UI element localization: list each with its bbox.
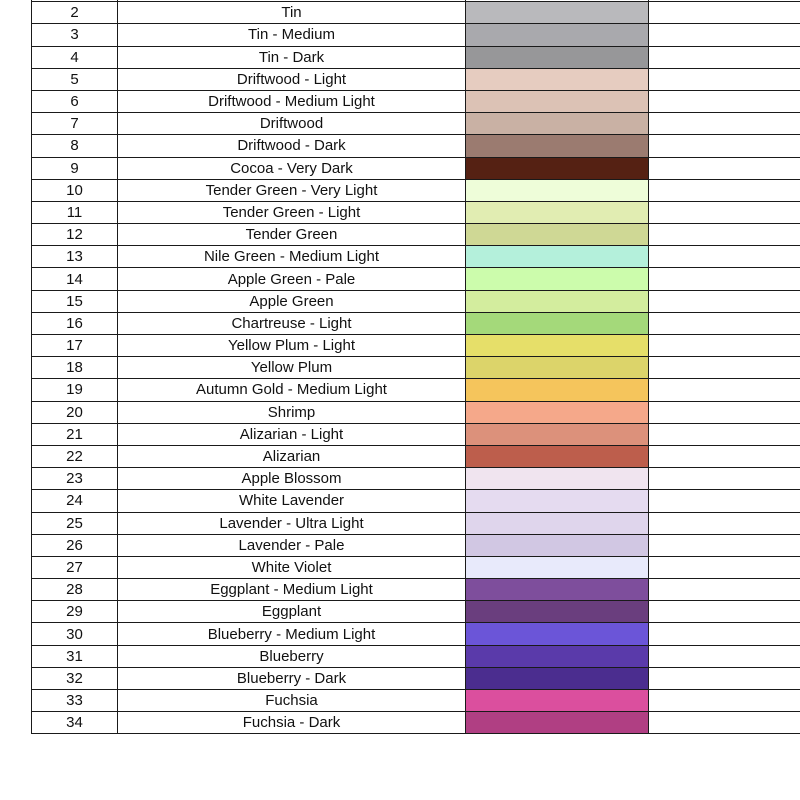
color-row [32,379,800,401]
color-swatch-cell [466,46,649,68]
color-row [32,468,800,490]
color-number-cell: 29 [32,601,118,623]
color-swatch-cell [466,379,649,401]
color-name-cell: Tender Green [118,224,466,246]
blank-notes-cell [649,68,800,90]
color-swatch-cell [466,623,649,645]
color-swatch-cell [466,2,649,24]
color-row [32,246,800,268]
blank-notes-cell [649,579,800,601]
color-row [32,68,800,90]
color-swatch-cell [466,179,649,201]
color-number-cell: 8 [32,135,118,157]
color-row [32,579,800,601]
blank-notes-cell [649,445,800,467]
color-row [32,46,800,68]
color-row [32,24,800,46]
color-row [32,157,800,179]
color-number-cell: 10 [32,179,118,201]
color-number-cell: 11 [32,201,118,223]
color-name-cell: White Lavender [118,490,466,512]
color-name-cell: Eggplant [118,601,466,623]
blank-notes-cell [649,623,800,645]
color-name-cell: Fuchsia [118,690,466,712]
color-row [32,224,800,246]
blank-notes-cell [649,135,800,157]
color-swatch-cell [466,556,649,578]
color-number-cell: 5 [32,68,118,90]
color-row [32,335,800,357]
blank-notes-cell [649,534,800,556]
color-row [32,445,800,467]
color-number-cell: 22 [32,445,118,467]
color-number-cell: 31 [32,645,118,667]
color-name-cell: Tender Green - Very Light [118,179,466,201]
color-swatch-cell [466,268,649,290]
color-number-cell: 14 [32,268,118,290]
color-row [32,2,800,24]
color-swatch-cell [466,468,649,490]
blank-notes-cell [649,645,800,667]
color-name-cell: Tender Green - Light [118,201,466,223]
blank-notes-cell [649,357,800,379]
color-number-cell: 12 [32,224,118,246]
blank-notes-cell [649,24,800,46]
color-name-cell: Yellow Plum [118,357,466,379]
color-number-cell: 2 [32,2,118,24]
color-swatch-cell [466,201,649,223]
color-number-cell: 17 [32,335,118,357]
color-row [32,667,800,689]
color-swatch-cell [466,312,649,334]
color-swatch-cell [466,335,649,357]
color-number-cell: 33 [32,690,118,712]
color-row [32,712,800,734]
color-number-cell: 4 [32,46,118,68]
color-number-cell: 30 [32,623,118,645]
color-name-cell: Shrimp [118,401,466,423]
blank-notes-cell [649,179,800,201]
blank-notes-cell [649,46,800,68]
blank-notes-cell [649,423,800,445]
color-number-cell: 27 [32,556,118,578]
color-name-cell: Alizarian [118,445,466,467]
color-name-cell: Blueberry - Dark [118,667,466,689]
color-swatch-cell [466,157,649,179]
color-chart-body [32,0,800,734]
color-swatch-cell [466,712,649,734]
blank-notes-cell [649,690,800,712]
color-number-cell: 3 [32,24,118,46]
color-name-cell: Yellow Plum - Light [118,335,466,357]
color-swatch-cell [466,667,649,689]
color-row [32,645,800,667]
blank-notes-cell [649,224,800,246]
color-swatch-cell [466,690,649,712]
color-name-cell: Apple Green - Pale [118,268,466,290]
color-number-cell: 26 [32,534,118,556]
color-row [32,690,800,712]
color-swatch-cell [466,357,649,379]
color-name-cell: Tin - Dark [118,46,466,68]
color-name-cell: Driftwood - Medium Light [118,90,466,112]
color-row [32,268,800,290]
blank-notes-cell [649,246,800,268]
blank-notes-cell [649,601,800,623]
color-row [32,357,800,379]
color-row [32,423,800,445]
color-number-cell: 7 [32,113,118,135]
color-name-cell: Blueberry - Medium Light [118,623,466,645]
color-swatch-cell [466,401,649,423]
color-swatch-cell [466,423,649,445]
color-row [32,512,800,534]
color-swatch-cell [466,290,649,312]
blank-notes-cell [649,113,800,135]
color-name-cell: Nile Green - Medium Light [118,246,466,268]
color-name-cell: Cocoa - Very Dark [118,157,466,179]
color-name-cell: Tin [118,2,466,24]
color-number-cell: 32 [32,667,118,689]
blank-notes-cell [649,312,800,334]
color-swatch-cell [466,601,649,623]
color-name-cell: Driftwood - Light [118,68,466,90]
blank-notes-cell [649,201,800,223]
color-number-cell: 15 [32,290,118,312]
color-number-cell: 20 [32,401,118,423]
color-name-cell: Driftwood [118,113,466,135]
color-swatch-cell [466,90,649,112]
color-name-cell: Fuchsia - Dark [118,712,466,734]
blank-notes-cell [649,490,800,512]
color-swatch-cell [466,645,649,667]
color-name-cell: Apple Blossom [118,468,466,490]
color-row [32,623,800,645]
color-name-cell: Lavender - Ultra Light [118,512,466,534]
color-swatch-cell [466,579,649,601]
color-row [32,290,800,312]
color-swatch-cell [466,224,649,246]
blank-notes-cell [649,556,800,578]
color-swatch-cell [466,135,649,157]
color-number-cell: 16 [32,312,118,334]
blank-notes-cell [649,90,800,112]
color-number-cell: 25 [32,512,118,534]
blank-notes-cell [649,335,800,357]
blank-notes-cell [649,468,800,490]
color-row [32,113,800,135]
color-name-cell: White Violet [118,556,466,578]
color-number-cell: 6 [32,90,118,112]
color-number-cell: 18 [32,357,118,379]
color-name-cell: Blueberry [118,645,466,667]
blank-notes-cell [649,268,800,290]
color-number-cell: 28 [32,579,118,601]
color-row [32,401,800,423]
blank-notes-cell [649,2,800,24]
color-number-cell: 9 [32,157,118,179]
color-swatch-cell [466,512,649,534]
color-name-cell: Chartreuse - Light [118,312,466,334]
color-name-cell: Alizarian - Light [118,423,466,445]
blank-notes-cell [649,512,800,534]
color-swatch-cell [466,68,649,90]
color-row [32,556,800,578]
color-number-cell: 24 [32,490,118,512]
color-row [32,201,800,223]
blank-notes-cell [649,401,800,423]
color-swatch-cell [466,445,649,467]
color-swatch-cell [466,24,649,46]
color-name-cell: Apple Green [118,290,466,312]
color-name-cell: Tin - Medium [118,24,466,46]
color-swatch-cell [466,246,649,268]
color-number-cell: 19 [32,379,118,401]
color-row [32,601,800,623]
color-row [32,90,800,112]
color-name-cell: Lavender - Pale [118,534,466,556]
color-chart-table [31,0,800,734]
color-row [32,534,800,556]
color-swatch-cell [466,490,649,512]
color-number-cell: 13 [32,246,118,268]
color-name-cell: Driftwood - Dark [118,135,466,157]
color-number-cell: 34 [32,712,118,734]
blank-notes-cell [649,667,800,689]
blank-notes-cell [649,157,800,179]
color-row [32,135,800,157]
color-swatch-cell [466,113,649,135]
blank-notes-cell [649,379,800,401]
color-number-cell: 23 [32,468,118,490]
color-row [32,490,800,512]
blank-notes-cell [649,712,800,734]
color-name-cell: Eggplant - Medium Light [118,579,466,601]
color-number-cell: 21 [32,423,118,445]
color-row [32,179,800,201]
blank-notes-cell [649,290,800,312]
color-swatch-cell [466,534,649,556]
color-name-cell: Autumn Gold - Medium Light [118,379,466,401]
color-row [32,312,800,334]
